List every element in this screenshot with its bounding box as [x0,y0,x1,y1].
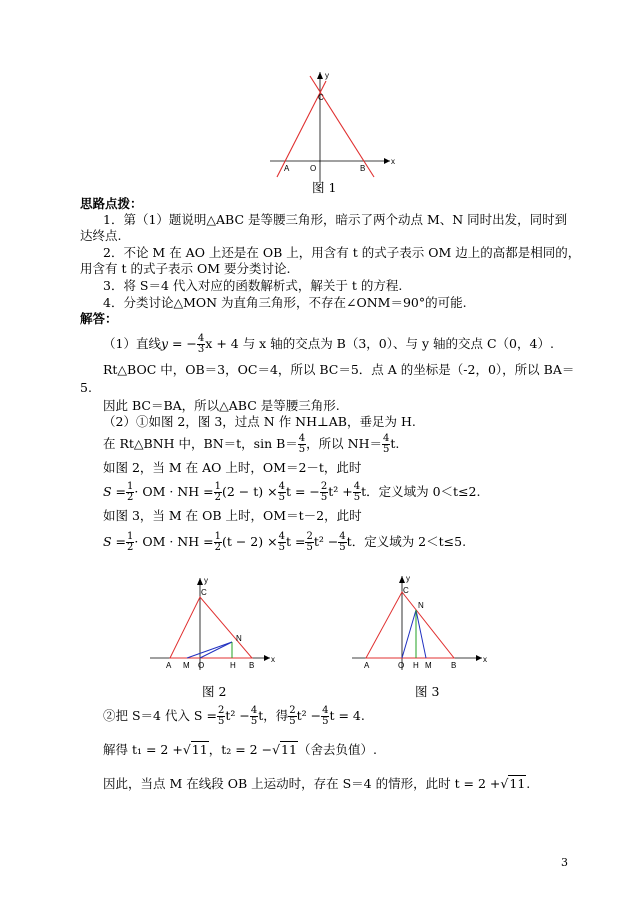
fig2-label-o: O [198,661,205,670]
answer-line-11: ②把 S＝4 代入 S = $\frac{2}{5}$ t² − $\frac{4}{5}$ t，得 $\frac{2}{5}$ t² − $\frac{4}{5}$ t = 4. [103,705,365,727]
fig2-label-a: A [166,661,172,670]
fig1-label-b: B [360,164,366,173]
fig1-label-a: A [284,164,290,173]
fig3-y-label: y [406,574,410,583]
fig2-label-n: N [236,634,242,643]
fig3-label-n: N [418,601,424,610]
answer-line-2: Rt△BOC 中，OB＝3，OC＝4，所以 BC＝5．点 A 的坐标是（-2，0），所以 BA＝ [103,362,575,377]
fig2-label-h: H [230,661,236,670]
answer-line-8: S = $\frac{1}{2}$ · OM · NH = $\frac{1}{2}$ (2 − t) × $\frac{4}{5}$ t = − $\frac{2}{5}$ t² + $\frac{4}{5}$ t．定义域为 0＜t≤2. [103,481,481,503]
hint-line: 用含有 t 的式子表示 OM 要分类讨论. [80,261,291,276]
fig3-label-m: M [425,661,432,670]
fig1-y-label: y [325,71,329,80]
page-number: 3 [561,856,568,869]
figure-1 [270,70,400,185]
fig3-label-o: O [398,661,405,670]
fig3-caption: 图 3 [415,684,440,699]
fig3-label-a: A [364,661,370,670]
answer-line-5: （2）①如图 2，图 3，过点 N 作 NH⊥AB，垂足为 H. [103,414,416,429]
answer-line-9: 如图 3，当 M 在 OB 上时，OM＝t－2，此时 [103,508,362,523]
fig3-x-label: x [483,655,487,664]
fig2-y-label: y [204,576,208,585]
fig3-label-c: C [403,586,409,595]
hint-line: 4．分类讨论△MON 为直角三角形，不存在∠ONM＝90°的可能. [103,295,467,310]
answer-line-13: 因此，当点 M 在线段 OB 上运动时，存在 S＝4 的情形，此时 t = 2 +√11. [103,776,531,791]
hints-heading: 思路点拨： [80,196,143,211]
fig2-label-b: B [249,661,255,670]
figure-3 [352,572,492,677]
fig1-label-c: C [318,93,324,102]
fig2-label-c: C [201,588,207,597]
fig2-label-m: M [183,661,190,670]
answer-heading: 解答： [80,311,118,326]
figure-2 [150,575,280,675]
hint-line: 1．第（1）题说明△ABC 是等腰三角形，暗示了两个动点 M、N 同时出发，同时到 [103,212,568,227]
fig1-label-o: O [310,164,317,173]
hint-line: 3．将 S＝4 代入对应的函数解析式，解关于 t 的方程. [103,278,403,293]
fig1-x-label: x [391,157,395,166]
fig3-label-h: H [413,661,419,670]
answer-line-4: 因此 BC＝BA，所以△ABC 是等腰三角形. [103,398,340,413]
answer-line-1: （1）直线y = − $\frac{4}{3}$ x + 4 与 x 轴的交点为 B（3，0）、与 y 轴的交点 C（0，4）. [103,333,554,355]
fig2-caption: 图 2 [202,684,227,699]
answer-line-6: 在 Rt△BNH 中，BN＝t，sin B＝ $\frac{4}{5}$ ，所以 NH＝ $\frac{4}{5}$ t. [103,433,400,455]
answer-line-7: 如图 2，当 M 在 AO 上时，OM＝2－t，此时 [103,460,362,475]
answer-line-12: 解得 t₁ = 2 +√11，t₂ = 2 −√11（舍去负值）. [103,742,377,757]
fig3-label-b: B [451,661,457,670]
fig2-x-label: x [271,655,275,664]
answer-line-10: S = $\frac{1}{2}$ · OM · NH = $\frac{1}{2}$ (t − 2) × $\frac{4}{5}$ t = $\frac{2}{5}$ t² − $\frac{4}{5}$ t．定义域为 2＜t≤5. [103,531,467,553]
fig1-caption: 图 1 [312,180,337,195]
hint-line: 达终点. [80,228,122,243]
hint-line: 2．不论 M 在 AO 上还是在 OB 上，用含有 t 的式子表示 OM 边上的高都是相同的， [103,245,581,260]
answer-line-3: 5. [80,380,92,395]
